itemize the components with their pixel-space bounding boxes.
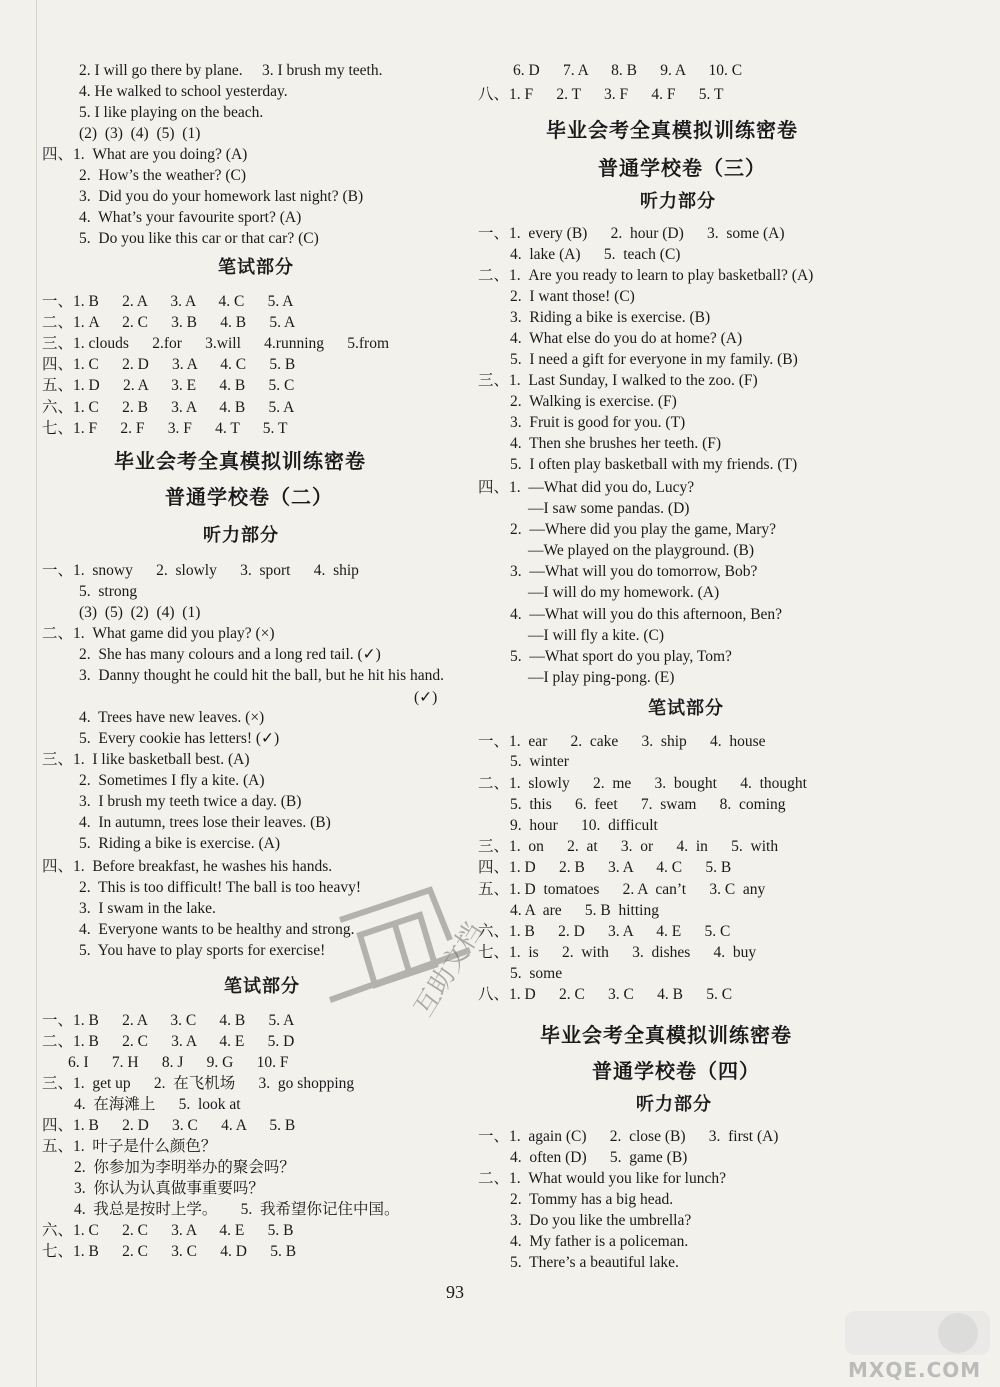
left-answer-line: 2. I will go there by plane. 3. I brush my teeth.: [79, 62, 383, 79]
right-answer-line: 三、1. on 2. at 3. or 4. in 5. with: [478, 838, 779, 855]
right-answer-line: 5. There’s a beautiful lake.: [510, 1254, 679, 1271]
page-gutter-line: [36, 0, 37, 1387]
left-answer-line: 3. Danny thought he could hit the ball, but he hit his hand.: [79, 667, 445, 684]
right-answer-line: 八、1. D 2. C 3. C 4. B 5. C: [478, 986, 733, 1003]
right-section-title: 普通学校卷（四）: [592, 1059, 760, 1083]
left-answer-line: 3. I brush my teeth twice a day. (B): [79, 793, 302, 810]
left-answer-line: 四、1. Before breakfast, he washes his hands.: [42, 858, 333, 875]
right-answer-line: 4. often (D) 5. game (B): [510, 1149, 688, 1166]
left-answer-line: 4. 我总是按时上学。 5. 我希望你记住中国。: [74, 1201, 400, 1218]
left-answer-line: 五、1. D 2. A 3. E 4. B 5. C: [42, 377, 295, 394]
left-answer-line: (2) (3) (4) (5) (1): [79, 125, 201, 142]
watermark-text: 互助文档: [408, 917, 490, 1022]
page-number: 93: [446, 1282, 464, 1302]
left-answer-line: 2. Sometimes I fly a kite. (A): [79, 772, 265, 789]
right-section-heading: 听力部分: [640, 191, 716, 212]
left-answer-line: 一、1. B 2. A 3. C 4. B 5. A: [42, 1012, 295, 1029]
left-answer-line: 3. 你认为认真做事重要吗？: [74, 1180, 264, 1197]
right-answer-line: 二、1. slowly 2. me 3. bought 4. thought: [478, 775, 807, 792]
right-answer-line: 六、1. B 2. D 3. A 4. E 5. C: [478, 923, 731, 940]
left-answer-line: 2. She has many colours and a long red tail. (✓): [79, 646, 381, 663]
left-answer-line: 一、1. B 2. A 3. A 4. C 5. A: [42, 293, 294, 310]
right-answer-line: 4. My father is a policeman.: [510, 1233, 689, 1250]
left-answer-line: 七、1. F 2. F 3. F 4. T 5. T: [42, 420, 288, 437]
left-section-heading: 听力部分: [203, 525, 279, 546]
right-answer-line: 七、1. is 2. with 3. dishes 4. buy: [478, 944, 757, 961]
right-answer-line: 2. —Where did you play the game, Mary?: [510, 521, 776, 538]
left-answer-line: 5. Every cookie has letters! (✓): [79, 730, 280, 747]
right-answer-line: 9. hour 10. difficult: [510, 817, 658, 834]
right-answer-line: 3. Do you like the umbrella?: [510, 1212, 692, 1229]
right-answer-line: —I saw some pandas. (D): [528, 500, 690, 517]
right-answer-line: 5. this 6. feet 7. swam 8. coming: [510, 796, 786, 813]
left-section-heading: 笔试部分: [218, 257, 294, 278]
left-answer-line: 4. Everyone wants to be healthy and strong.: [79, 921, 355, 938]
right-answer-line: 5. I often play basketball with my friends. (T): [510, 456, 798, 473]
left-answer-line: (✓): [414, 689, 438, 706]
left-answer-line: 五、1. 叶子是什么颜色？: [42, 1138, 217, 1155]
left-answer-line: 6. I 7. H 8. J 9. G 10. F: [68, 1054, 289, 1071]
right-answer-line: 四、1. D 2. B 3. A 4. C 5. B: [478, 859, 732, 876]
right-answer-line: 四、1. —What did you do, Lucy?: [478, 479, 695, 496]
right-answer-line: 4. Then she brushes her teeth. (F): [510, 435, 722, 452]
left-section-heading: 笔试部分: [224, 976, 300, 997]
left-answer-line: 四、1. B 2. D 3. C 4. A 5. B: [42, 1117, 296, 1134]
right-answer-line: —I will fly a kite. (C): [528, 627, 665, 644]
right-answer-line: —I will do my homework. (A): [528, 584, 720, 601]
right-answer-line: 3. —What will you do tomorrow, Bob?: [510, 563, 758, 580]
left-answer-line: 三、1. I like basketball best. (A): [42, 751, 250, 768]
right-answer-line: 4. What else do you do at home? (A): [510, 330, 743, 347]
right-section-title: 普通学校卷（三）: [598, 156, 766, 180]
right-answer-line: 5. winter: [510, 753, 569, 770]
right-answer-line: 三、1. Last Sunday, I walked to the zoo. (F): [478, 372, 758, 389]
left-answer-line: 七、1. B 2. C 3. C 4. D 5. B: [42, 1243, 297, 1260]
left-section-title: 毕业会考全真模拟训练密卷: [114, 449, 366, 473]
left-answer-line: 三、1. get up 2. 在飞机场 3. go shopping: [42, 1075, 355, 1092]
right-answer-line: 3. Riding a bike is exercise. (B): [510, 309, 711, 326]
left-answer-line: 5. I like playing on the beach.: [79, 104, 264, 121]
left-answer-line: 5. You have to play sports for exercise!: [79, 942, 326, 959]
left-answer-line: (3) (5) (2) (4) (1): [79, 604, 201, 621]
right-section-heading: 笔试部分: [648, 698, 724, 719]
left-answer-line: 三、1. clouds 2.for 3.will 4.running 5.from: [42, 335, 390, 352]
left-answer-line: 一、1. snowy 2. slowly 3. sport 4. ship: [42, 562, 359, 579]
left-answer-line: 二、1. What game did you play? (×): [42, 625, 275, 642]
right-answer-line: —We played on the playground. (B): [528, 542, 755, 559]
right-answer-line: 3. Fruit is good for you. (T): [510, 414, 686, 431]
left-answer-line: 5. Do you like this car or that car? (C): [79, 230, 319, 247]
right-answer-line: 一、1. again (C) 2. close (B) 3. first (A): [478, 1128, 779, 1145]
left-answer-line: 5. Riding a bike is exercise. (A): [79, 835, 281, 852]
right-section-title: 毕业会考全真模拟训练密卷: [540, 1023, 792, 1047]
left-answer-line: 4. In autumn, trees lose their leaves. (B): [79, 814, 331, 831]
left-answer-line: 2. How’s the weather? (C): [79, 167, 247, 184]
left-answer-line: 二、1. A 2. C 3. B 4. B 5. A: [42, 314, 296, 331]
right-answer-line: 一、1. ear 2. cake 3. ship 4. house: [478, 733, 766, 750]
left-answer-line: 3. Did you do your homework last night? (B): [79, 188, 364, 205]
right-answer-line: 4. lake (A) 5. teach (C): [510, 246, 681, 263]
right-answer-line: —I play ping-pong. (E): [528, 669, 675, 686]
left-answer-line: 4. 在海滩上 5. look at: [74, 1096, 241, 1113]
right-answer-line: 2. Tommy has a big head.: [510, 1191, 674, 1208]
right-answer-line: 5. some: [510, 965, 563, 982]
left-answer-line: 3. I swam in the lake.: [79, 900, 216, 917]
right-answer-line: 4. —What will you do this afternoon, Ben?: [510, 606, 783, 623]
left-answer-line: 六、1. C 2. C 3. A 4. E 5. B: [42, 1222, 294, 1239]
right-answer-line: 一、1. every (B) 2. hour (D) 3. some (A): [478, 225, 785, 242]
left-answer-line: 2. 你参加为李明举办的聚会吗？: [74, 1159, 295, 1176]
right-section-heading: 听力部分: [636, 1094, 712, 1115]
right-answer-line: 4. A are 5. B hitting: [510, 902, 659, 919]
right-answer-line: 2. I want those! (C): [510, 288, 635, 305]
left-answer-line: 六、1. C 2. B 3. A 4. B 5. A: [42, 399, 295, 416]
right-answer-line: 五、1. D tomatoes 2. A can’t 3. C any: [478, 881, 766, 898]
site-logo-text: MXQE.COM: [848, 1358, 982, 1382]
right-section-title: 毕业会考全真模拟训练密卷: [546, 118, 798, 142]
right-answer-line: 二、1. What would you like for lunch?: [478, 1170, 726, 1187]
left-answer-line: 二、1. B 2. C 3. A 4. E 5. D: [42, 1033, 295, 1050]
right-answer-line: 2. Walking is exercise. (F): [510, 393, 677, 410]
right-answer-line: 5. I need a gift for everyone in my family. (B): [510, 351, 798, 368]
left-section-title: 普通学校卷（二）: [165, 485, 333, 509]
right-answer-line: 6. D 7. A 8. B 9. A 10. C: [513, 62, 743, 79]
left-answer-line: 5. strong: [79, 583, 138, 600]
left-answer-line: 4. What’s your favourite sport? (A): [79, 209, 302, 226]
left-answer-line: 四、1. What are you doing? (A): [42, 146, 248, 163]
left-answer-line: 2. This is too difficult! The ball is too heavy!: [79, 879, 361, 896]
right-answer-line: 八、1. F 2. T 3. F 4. F 5. T: [478, 86, 724, 103]
right-answer-line: 5. —What sport do you play, Tom?: [510, 648, 732, 665]
right-answer-line: 二、1. Are you ready to learn to play basketball? (A): [478, 267, 814, 284]
left-answer-line: 四、1. C 2. D 3. A 4. C 5. B: [42, 356, 296, 373]
left-answer-line: 4. Trees have new leaves. (×): [79, 709, 265, 726]
left-answer-line: 4. He walked to school yesterday.: [79, 83, 288, 100]
